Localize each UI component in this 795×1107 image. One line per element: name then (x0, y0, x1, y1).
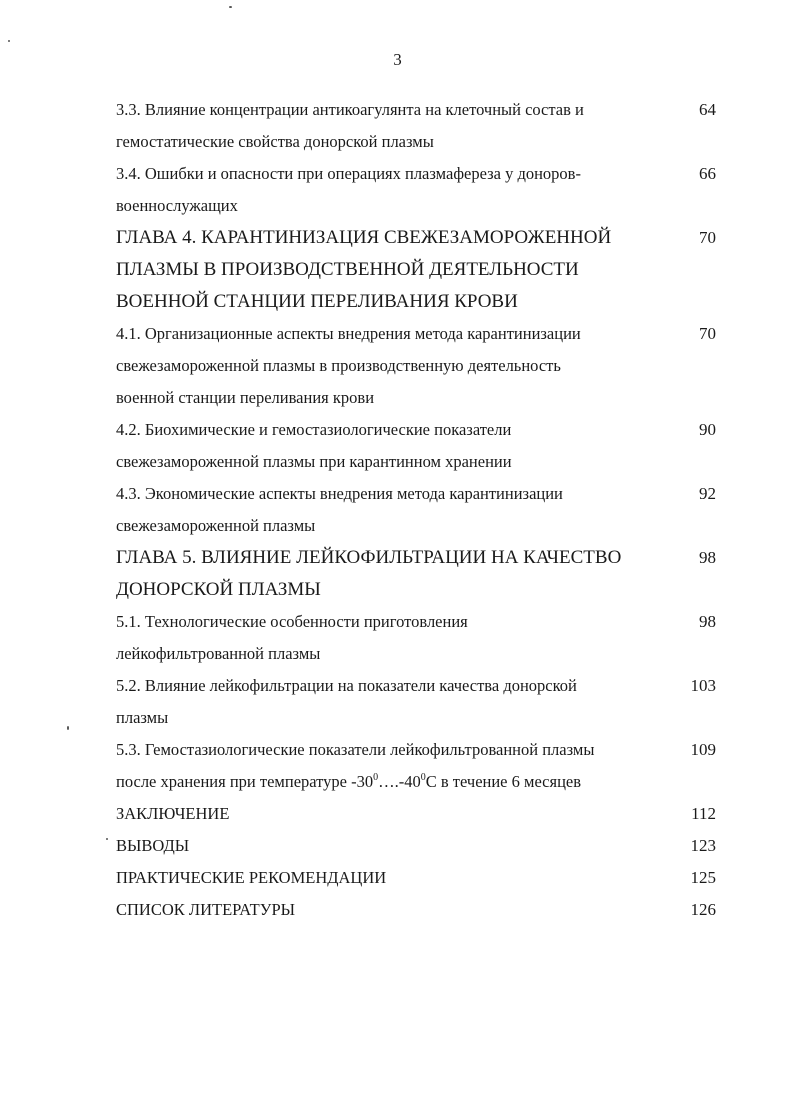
toc-line: ГЛАВА 4. КАРАНТИНИЗАЦИЯ СВЕЖЕЗАМОРОЖЕННОЙ (116, 227, 612, 248)
toc-entry-title (116, 862, 661, 894)
toc-line: военнослужащих (116, 196, 238, 215)
toc-entry-title (116, 670, 661, 734)
temp-text-post: С в течение 6 месяцев (425, 772, 582, 791)
toc-entry-title (116, 478, 661, 542)
temp-text-mid: ….-40 (378, 772, 421, 791)
toc-line: 4.1. Организационные аспекты внедрения метода карантинизации (116, 324, 581, 343)
temp-text-pre: после хранения при температуре -30 (116, 772, 374, 791)
toc-entry-chapter-4 (116, 222, 716, 318)
toc-entry-recommendations (116, 862, 716, 894)
table-of-contents (116, 94, 716, 926)
toc-line: свежезамороженной плазмы в производственную деятельность (116, 356, 561, 375)
toc-entry-title (116, 158, 661, 222)
toc-page-number: 70 (699, 324, 716, 343)
degree-superscript: 0 (420, 771, 426, 783)
toc-line: гемостатические свойства донорской плазмы (116, 132, 434, 151)
toc-page-number: 125 (690, 868, 716, 887)
toc-line: 4.3. Экономические аспекты внедрения метода карантинизации (116, 484, 563, 503)
toc-entry-chapter-5 (116, 542, 716, 606)
toc-page-number: 123 (690, 836, 716, 855)
toc-page-number: 109 (690, 740, 716, 759)
toc-page-number: 103 (690, 676, 716, 695)
toc-page-number: 112 (691, 804, 716, 823)
toc-line: 3.3. Влияние концентрации антикоагулянта на клеточный состав и (116, 100, 584, 119)
page-number: 3 (393, 50, 402, 69)
toc-entry-references (116, 894, 716, 926)
toc-page-number: 98 (699, 548, 716, 567)
scan-speck (8, 40, 10, 42)
toc-entry-5-2 (116, 670, 716, 734)
toc-page-number: 70 (699, 228, 716, 247)
toc-page-number: 90 (699, 420, 716, 439)
toc-line: плазмы (116, 708, 169, 727)
toc-entry-title (116, 222, 661, 318)
toc-page-number: 98 (699, 612, 716, 631)
toc-entry-4-2 (116, 414, 716, 478)
toc-line: свежезамороженной плазмы при карантинном хранении (116, 452, 512, 471)
toc-entry-3-4 (116, 158, 716, 222)
toc-entry-title (116, 798, 661, 830)
toc-line: ПЛАЗМЫ В ПРОИЗВОДСТВЕННОЙ ДЕЯТЕЛЬНОСТИ (116, 259, 579, 280)
toc-line: свежезамороженной плазмы (116, 516, 316, 535)
scan-speck (106, 838, 108, 840)
toc-page-number: 64 (699, 100, 716, 119)
toc-entry-findings (116, 830, 716, 862)
scan-speck (229, 6, 232, 8)
toc-entry-5-1 (116, 606, 716, 670)
toc-entry-3-3 (116, 94, 716, 158)
toc-entry-title (116, 542, 661, 606)
toc-entry-title (116, 734, 661, 798)
toc-entry-4-1 (116, 318, 716, 414)
toc-entry-title (116, 414, 661, 478)
toc-page-number: 66 (699, 164, 716, 183)
toc-line: 5.1. Технологические особенности приготовления (116, 612, 468, 631)
toc-line: ПРАКТИЧЕСКИЕ РЕКОМЕНДАЦИИ (116, 868, 387, 887)
toc-line: военной станции переливания крови (116, 388, 375, 407)
toc-line: ДОНОРСКОЙ ПЛАЗМЫ (116, 579, 321, 600)
toc-line: ВОЕННОЙ СТАНЦИИ ПЕРЕЛИВАНИЯ КРОВИ (116, 291, 518, 312)
toc-entry-title (116, 830, 661, 862)
toc-line: лейкофильтрованной плазмы (116, 644, 321, 663)
toc-line: 3.4. Ошибки и опасности при операциях плазмафереза у доноров- (116, 164, 581, 183)
toc-line: СПИСОК ЛИТЕРАТУРЫ (116, 900, 296, 919)
toc-page-number: 126 (690, 900, 716, 919)
degree-superscript: 0 (373, 771, 379, 783)
toc-entry-title (116, 318, 661, 414)
toc-line: ГЛАВА 5. ВЛИЯНИЕ ЛЕЙКОФИЛЬТРАЦИИ НА КАЧЕСТВО (116, 547, 622, 568)
toc-entry-conclusion (116, 798, 716, 830)
toc-line: ВЫВОДЫ (116, 836, 190, 855)
toc-line: 5.2. Влияние лейкофильтрации на показатели качества донорской (116, 676, 577, 695)
toc-entry-4-3 (116, 478, 716, 542)
scan-speck (67, 726, 69, 730)
toc-line-temperature (116, 766, 661, 798)
toc-entry-title (116, 606, 661, 670)
toc-page-number: 92 (699, 484, 716, 503)
toc-line: 5.3. Гемостазиологические показатели лейкофильтрованной плазмы (116, 740, 595, 759)
toc-line: 4.2. Биохимические и гемостазиологические показатели (116, 420, 512, 439)
toc-entry-title (116, 894, 661, 926)
toc-entry-title (116, 94, 661, 158)
toc-line: ЗАКЛЮЧЕНИЕ (116, 804, 230, 823)
toc-entry-5-3 (116, 734, 716, 798)
